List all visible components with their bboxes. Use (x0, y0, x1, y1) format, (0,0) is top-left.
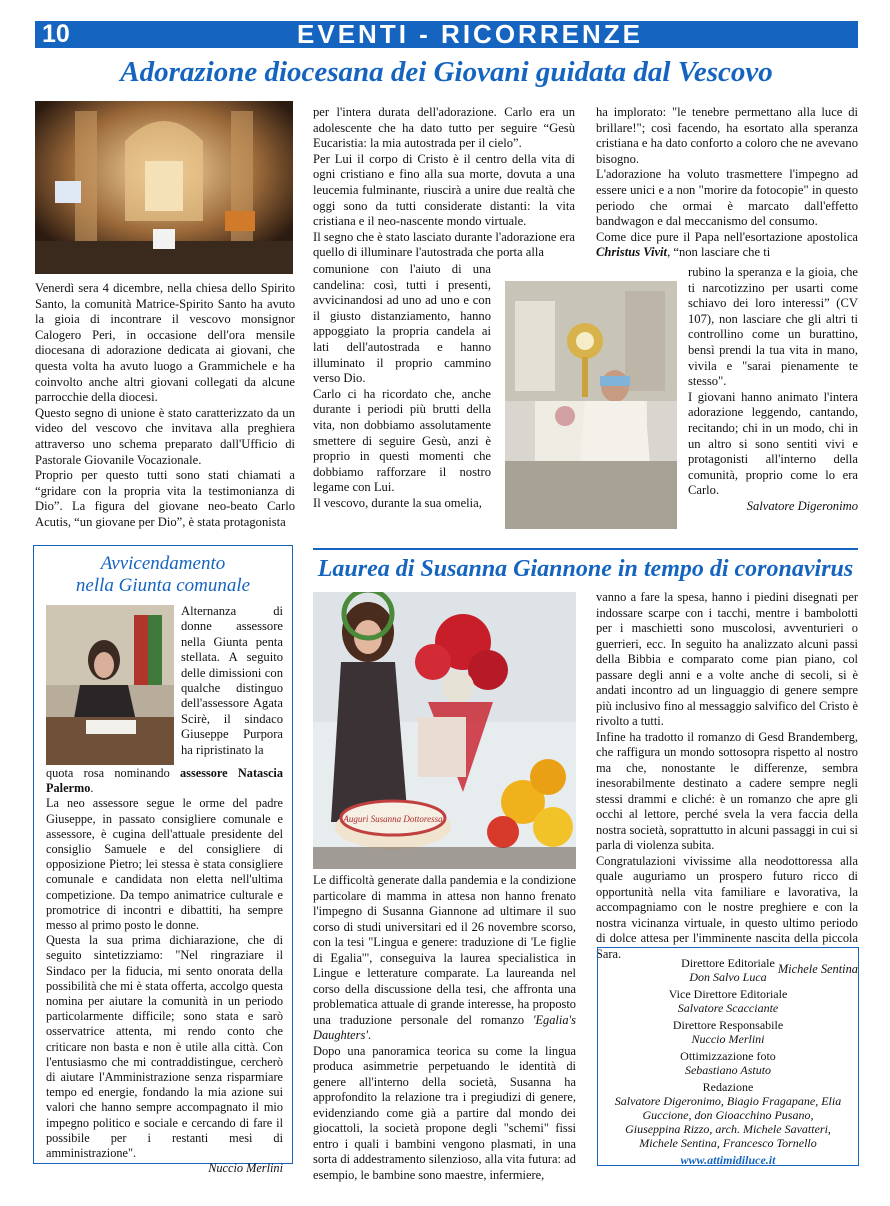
credit-role: Direttore Editoriale (681, 956, 775, 970)
paragraph: Le difficoltà generate dalla pandemia e la condizione particolare di mamma in attesa non hanno frenato l'impegno di Susanna Giannone ad ultimare il suo corso di studi universitari ed il 26 novembre scorso, con la tesi "Lingua e genere: traduzione di 'Le figlie di Egalia'", conseguiva la laurea specialistica in Lingue e letterature comparate. La laureanda nel corso della discussione della tesi, che affronta una problematica attuale di grande interesse, ha proposto una traduzione personale del romanzo 'Egalia's Daughters'. (313, 873, 576, 1042)
paragraph: La neo assessore segue le orme del padre Giuseppe, in passato consigliere comunale e assessore, è cugina dell'attuale presidente del consiglio Samuele e del consigliere di opposizione Pietro; lei stessa è stata consigliere comunale e candidata non eletta nell'ultima competizione. Da tempo animatrice culturale e promotrice di incontri e dibattiti, ha sempre messo al primo posto le donne. (46, 796, 283, 933)
credit-name: Nuccio Merlini (691, 1032, 765, 1046)
paragraph: Congratulazioni vivissime alla neodottoressa alla quale auguriamo un prospero futuro ricco di opportunità nella vita familiare e lavorativa, la accompagniamo con le nostre preghiere e con la nostra vicinanza virtuale, in questo ultimo periodo di dolce attesa per l'imminente nascita della piccola Sara. (596, 853, 858, 961)
editorial-credits-box (597, 947, 859, 1166)
book-title: Christus Vivit (596, 245, 668, 260)
paragraph: Questo segno di unione è stato caratterizzato da un video del vescovo che invitava alla preghiera attraverso uno schema preparato dall'Ufficio di Pastorale Giovanile Vocazionale. (35, 405, 295, 467)
title-line: nella Giunta comunale (75, 575, 251, 596)
article2-text-wrap (181, 604, 283, 758)
novel-title: 'Egalia's Daughters' (313, 1012, 576, 1042)
paragraph: Per Lui il corpo di Cristo è il centro della vita di ogni cristiano e fino alla sua morte, dovuta a una leucemia fulminante, riuscirà a unire due realtà che oggi sono da tutti considerate distanti: la vita cristiana e il neo-nascente mondo virtuale. (313, 151, 575, 229)
article-title-giunta (38, 553, 288, 597)
title-line: Avvicendamento (100, 553, 226, 574)
graduation-photo (313, 592, 576, 869)
credit-role: Ottimizzazione foto (680, 1049, 776, 1063)
section-title: EVENTI - RICORRENZE (297, 19, 643, 49)
paragraph: Dopo una panoramica teorica su come la lingua produca asimmetrie perpetuando le identità di genere all'interno della società, Susanna ha approfondito la relazione tra i pregiudizi di genere, evidenziando come già a partire dal mondo dei giocattoli, la società propone degli "schemi" fissi entro i quali i bambini vengono plasmati, in una sorta di addestramento silenzioso, alla vita futura: ad esempio, le bambine sono maestre, infermiere, (313, 1043, 576, 1182)
article2-text (46, 766, 283, 1176)
paragraph: Venerdì sera 4 dicembre, nella chiesa dello Spirito Santo, la comunità Matrice-Spirito Santo ha avuto la gioia di incontrare il vescovo monsignor Calogero Peri, in occasione dell'ora mensile diocesana di adorazione dedicata ai giovani, che questa volta ha avuto luogo a Grammichele e ha coinvolto anche altri giovani collegati da alcune parrocchie della diocesi. (35, 281, 295, 405)
article1-column1 (35, 281, 295, 531)
paragraph: Il vescovo, durante la sua omelia, (313, 495, 482, 510)
author-signature: Michele Sentina (777, 962, 858, 976)
paragraph: Carlo ci ha ricordato che, anche durante i periodi più brutti della vita, non dobbiamo assolutamente smettere di seguire Gesù, anzi è proprio in questi momenti che dobbiamo rafforzare il nostro legame con Lui. (313, 386, 491, 495)
paragraph: comunione con l'aiuto di una candelina: così, tutti i presenti, avvicinandosi ad uno ad uno e con il giusto distanziamento, hanno appoggiato la propria candela ai lati dell'autostrada e hanno illuminato il proprio cammino verso Dio. (313, 262, 491, 386)
paragraph: Questa la sua prima dichiarazione, che di seguito sintetizziamo: "Nel ringraziare il Sindaco per la fiducia, mi sento onorata della possibilità che mi è stata offerta, accolgo questa nomina per aiutare la comunità in un periodo particolarmente difficile; sono stata e sarò osservatrice attenta, mi rendo conto che criticare non basta e non è utile alla città. Con l'entusiasmo che mi contraddistingue, cercherò di aiutare l'Amministrazione senza risparmiare tempo ed energie, fondando la mia azione sui valori che hanno sempre accompagnato il mio impegno politico e sociale e cercando di fare il possibile per i restanti mesi di amministrazione". (46, 933, 283, 1161)
article1-column3-wrap (688, 265, 858, 515)
paragraph: Come dice pure il Papa nell'esortazione apostolica Christus Vivit, “non lasciare che ti (596, 229, 858, 260)
paragraph: Alternanza di donne assessore nella Giunta penta stellata. A seguito delle dimissioni con qualche distinguo dell'assessore Agata Scirè, il sindaco Giuseppe Purpora ha ripristinato la (181, 604, 283, 757)
credit-name: Don Salvo Luca (689, 970, 767, 984)
page-number: 10 (42, 20, 70, 48)
article-title-adorazione: Adorazione diocesana dei Giovani guidata dal Vescovo (120, 56, 773, 88)
credit-role: Direttore Responsabile (672, 1018, 784, 1032)
paragraph: Proprio per questo tutti sono stati chiamati a “gridare con la propria vita la testimonianza di Dio”. La figura del giovane neo-beato Carlo Acutis, “un giovane per Dio”, è stata protagonista (35, 468, 295, 529)
cake-inscription: Auguri Susanna Dottoressa (343, 814, 443, 824)
article1-column2 (313, 105, 575, 261)
author-signature: Nuccio Merlini (208, 1161, 283, 1176)
article-title-laurea: Laurea di Susanna Giannone in tempo di coronavirus (317, 556, 854, 582)
credit-name: Salvatore Digeronimo, Biagio Fragapane, Elia Guccione, don Gioacchino Pusano, Giuseppina Rizzo, arch. Michele Savatteri, Michele Sentina, Francesco Tornello (614, 1094, 842, 1150)
paragraph: ha implorato: "le tenebre permettano alla luce di brillare!"; così facendo, ha esortato alla speranza cristiana e ha dato conforto a coloro che ne avevano bisogno. (596, 105, 858, 166)
article3-column1 (313, 873, 576, 1183)
author-signature: Salvatore Digeronimo (746, 498, 858, 513)
bishop-adoration-photo (505, 281, 677, 529)
paragraph: Il segno che è stato lasciato durante l'adorazione era quello di illuminare l'autostrada che porta alla (313, 229, 575, 260)
paragraph: per l'intera durata dell'adorazione. Carlo era un adolescente che ha dato tutto per seguire “Gesù Eucaristia: la mia autostrada per il cielo”. (313, 105, 575, 151)
article1-column3 (596, 105, 858, 261)
assessore-photo (46, 605, 174, 765)
church-interior-photo (35, 101, 293, 274)
assessore-name: assessore Natascia Palermo (46, 766, 283, 796)
article3-top-rule (313, 548, 858, 550)
paragraph: rubino la speranza e la gioia, che ti narcotizzino per usarti come schiavo dei loro interessi” (CV 107), non lasciare che gli altri ti controllino come un burattino, bensì prendi la tua vita in mano, vivila e "sarai pienamente te stesso". (688, 265, 858, 389)
article3-column2 (596, 590, 858, 978)
paragraph: quota rosa nominando assessore Natascia Palermo. (46, 766, 283, 796)
credit-name: Sebastiano Astuto (684, 1063, 772, 1077)
paragraph: L'adorazione ha voluto trasmettere l'impegno ad essere unici e a non "morire da fotocopie" in questo periodo che ormai è marcato dall'effetto bandwagon e dal meccanismo del consumo. (596, 167, 858, 229)
credit-role: Redazione (702, 1080, 754, 1094)
credit-role: Vice Direttore Editoriale (668, 987, 788, 1001)
website-link[interactable]: www.attimidiluce.it (680, 1153, 776, 1167)
paragraph: vanno a fare la spesa, hanno i piedini disegnati per indossare scarpe con i tacchi, mentre i bambolotti per i maschietti sono muscolosi, avventurieri o guerrieri, ecc. In seguito ha analizzato alcuni passi della Bibbia e comparato come pian piano, col passare degli anni e a volte anche di secoli, si è andati incontro ad un linguaggio di genere sempre più inclusivo fino al messaggio salvifico del Cristo è rivolto a tutti. (596, 590, 858, 728)
paragraph: Infine ha tradotto il romanzo di Gesd Brandemberg, che raffigura un mondo sottosopra rispetto al nostro ma che, nonostante le differenze, sembra inesorabilmente destinato a cadere sempre negli stessi drammi e cliché: è un romanzo che apre gli occhi al lettore, perché svela la vera faccia della nostra società, soprattutto in alcuni passaggi in cui si parla di violenza subita. (596, 729, 858, 852)
credit-name: Salvatore Scacciante (677, 1001, 779, 1015)
article1-column2-wrap (313, 262, 491, 512)
paragraph: I giovani hanno animato l'intera adorazione leggendo, cantando, recitando; chi in un modo, chi in un altro si sono sentiti vivi e protagonisti all'interno della comunità, proprio come lo era Carlo. (688, 389, 858, 498)
